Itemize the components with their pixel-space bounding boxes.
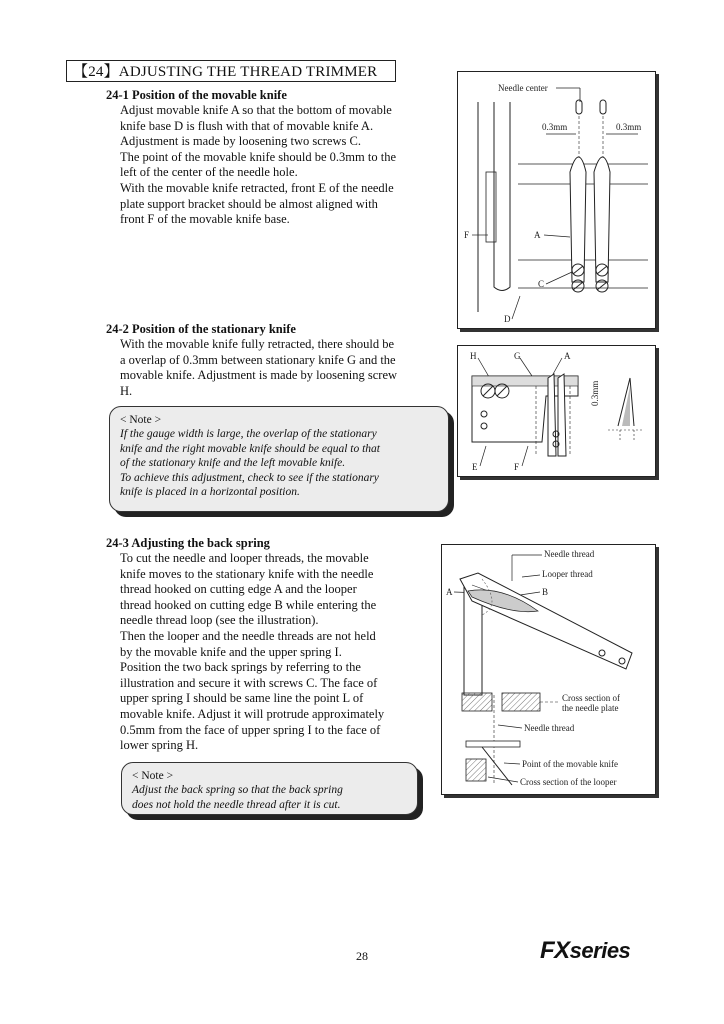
- section-title-24-1: 24-1 Position of the movable knife: [106, 88, 287, 102]
- label-d: D: [504, 314, 511, 324]
- text-line: movable knife. Adjustment is made by loosening screw: [120, 368, 398, 383]
- text-line: upper spring I should be same line the point L of: [120, 691, 364, 706]
- section-title-24-2: 24-2 Position of the stationary knife: [106, 322, 296, 336]
- brand-suffix: series: [569, 938, 631, 963]
- label-cross-looper: Cross section of the looper: [520, 777, 617, 787]
- text-line: The point of the movable knife should be 0.3mm to the: [120, 149, 396, 164]
- note-box-24-3: [121, 762, 418, 815]
- back-spring-diagram: [442, 545, 655, 794]
- text-line: thread hooked on cutting edge B while entering the: [120, 597, 377, 612]
- section-24-2-text: [120, 337, 447, 399]
- figure-back-spring: [441, 544, 656, 795]
- text-line: by the movable knife and the upper spring I.: [120, 644, 342, 659]
- figure-stationary-knife: [457, 345, 656, 477]
- movable-knife-diagram: [458, 72, 655, 328]
- text-line: Adjust movable knife A so that the bottom of movable: [120, 103, 392, 117]
- text-line: knife moves to the stationary knife with the needle: [120, 566, 374, 581]
- label-dim-left: 0.3mm: [542, 122, 568, 132]
- label-looper-thread: Looper thread: [542, 569, 593, 579]
- text-line: H.: [120, 383, 133, 398]
- label-a3: A: [446, 587, 453, 597]
- note-line: does not hold the needle thread after it is cut.: [132, 798, 341, 811]
- label-c: C: [538, 279, 545, 289]
- brand-logo: [540, 937, 630, 965]
- note-line: knife and the right movable knife should be equal to that: [120, 442, 380, 455]
- note-box-24-2: [109, 406, 449, 512]
- chapter-title: 【24】ADJUSTING THE THREAD TRIMMER: [66, 60, 396, 82]
- label-point-knife: Point of the movable knife: [522, 759, 618, 769]
- label-g: G: [514, 351, 521, 361]
- note-line: Adjust the back spring so that the back spring: [132, 784, 343, 797]
- text-line: thread hooked on cutting edge A and the looper: [120, 582, 357, 597]
- text-line: Position the two back springs by referring to the: [120, 660, 361, 675]
- page-number: 28: [356, 949, 368, 963]
- label-f2: F: [514, 462, 520, 472]
- label-e: E: [472, 462, 478, 472]
- text-line: movable knife. Adjust it will protrude approximately: [120, 706, 385, 721]
- text-line: 0.5mm from the face of upper spring I to the face of: [120, 722, 381, 737]
- text-line: With the movable knife fully retracted, there should be: [120, 337, 395, 351]
- label-a2: A: [564, 351, 571, 361]
- text-line: Adjustment is made by loosening two screws C.: [120, 134, 361, 149]
- text-line: a overlap of 0.3mm between stationary knife G and the: [120, 352, 396, 367]
- label-dim-right: 0.3mm: [616, 122, 642, 132]
- note-line: knife is placed in a horizontal position.: [120, 486, 300, 499]
- label-cross-plate-2: the needle plate: [562, 703, 619, 713]
- text-line: knife base D is flush with that of movable knife A.: [120, 118, 374, 133]
- brand-prefix: FX: [540, 937, 570, 964]
- text-line: With the movable knife retracted, front E of the needle: [120, 180, 394, 195]
- label-dim-0-3mm: 0.3mm: [590, 380, 600, 406]
- note-line: To achieve this adjustment, check to see if the stationary: [120, 471, 379, 484]
- text-line: needle thread loop (see the illustration).: [120, 613, 319, 628]
- text-line: plate support bracket should be almost aligned with: [120, 196, 378, 211]
- label-needle-center: Needle center: [498, 83, 548, 93]
- text-line: left of the center of the needle hole.: [120, 165, 298, 180]
- label-b: B: [542, 587, 549, 597]
- label-a: A: [534, 230, 541, 240]
- label-needle-thread-mid: Needle thread: [524, 723, 575, 733]
- text-line: To cut the needle and looper threads, the movable: [120, 551, 369, 565]
- note-line: of the stationary knife and the left movable knife.: [120, 457, 346, 470]
- label-needle-thread-top: Needle thread: [544, 549, 595, 559]
- label-cross-plate-1: Cross section of: [562, 693, 620, 703]
- text-line: lower spring H.: [120, 738, 199, 753]
- section-24-1-text: [120, 103, 446, 228]
- label-h: H: [470, 351, 477, 361]
- note-line: If the gauge width is large, the overlap of the stationary: [120, 428, 377, 441]
- section-title-24-3: 24-3 Adjusting the back spring: [106, 536, 270, 550]
- text-line: illustration and secure it with screws C. The face of: [120, 675, 378, 690]
- section-24-3-text: [120, 551, 430, 754]
- note-title: < Note >: [132, 770, 174, 782]
- note-title: < Note >: [120, 414, 162, 426]
- text-line: Then the looper and the needle threads are not held: [120, 628, 376, 643]
- text-line: front F of the movable knife base.: [120, 212, 290, 227]
- figure-movable-knife: [457, 71, 656, 329]
- stationary-knife-diagram: [458, 346, 655, 476]
- label-f: F: [464, 230, 470, 240]
